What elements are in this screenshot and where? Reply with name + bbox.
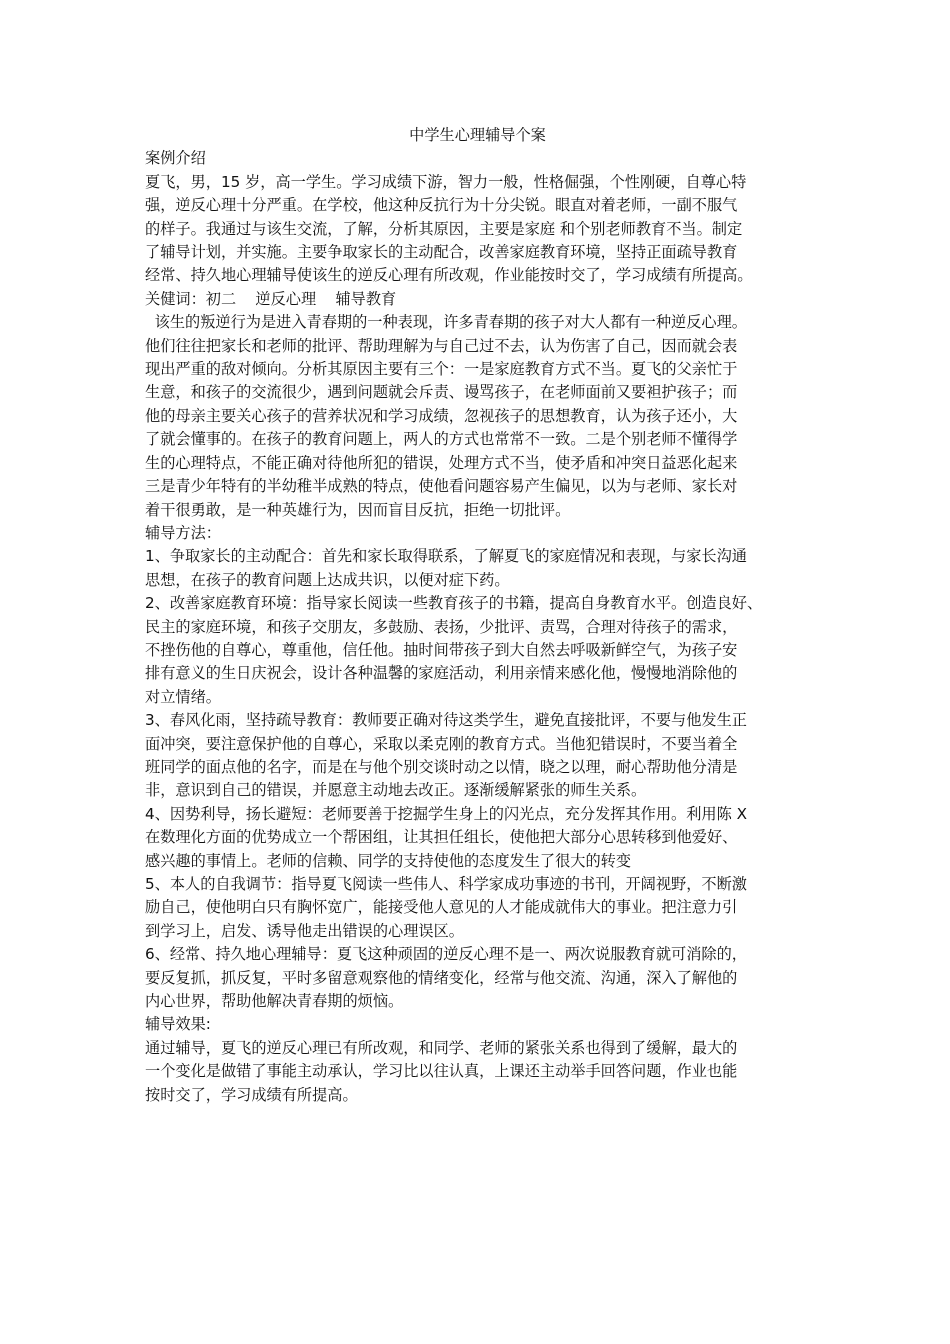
text-line: 一个变化是做错了事能主动承认，学习比以往认真，上课还主动举手回答问题，作业也能 [145,1062,738,1081]
text-line: 2、改善家庭教育环境：指导家长阅读一些教育孩子的书籍，提高自身教育水平。创造良好、 [145,594,763,613]
text-line: 4、因势利导，扬长避短：老师要善于挖掘学生身上的闪光点，充分发挥其作用。利用陈 X [145,804,748,823]
text-line: 在数理化方面的优势成立一个帮困组，让其担任组长，使他把大部分心思转移到他爱好、 [145,828,738,847]
text-line: 按时交了，学习成绩有所提高。 [145,1085,358,1104]
text-line: 辅导方法： [145,523,221,542]
text-line: 案例介绍 [145,149,206,168]
text-line: 他的母亲主要关心孩子的营养状况和学习成绩，忽视孩子的思想教育，认为孩子还小，大 [145,406,738,425]
text-line: 对立情绪。 [145,687,221,706]
text-line: 排有意义的生日庆祝会，设计各种温馨的家庭活动，利用亲情来感化他，慢慢地消除他的 [145,664,738,683]
text-line: 非，意识到自己的错误，并愿意主动地去改正。逐渐缓解紧张的师生关系。 [145,781,647,800]
text-line: 要反复抓，抓反复，平时多留意观察他的情绪变化，经常与他交流、沟通，深入了解他的 [145,968,738,987]
text-line: 班同学的面点他的名字，而是在与他个别交谈时动之以情，晓之以理，耐心帮助他分清是 [145,757,738,776]
text-line: 生意，和孩子的交流很少，遇到问题就会斥责、谩骂孩子，在老师面前又要袒护孩子；而 [145,383,738,402]
text-line: 了辅导计划，并实施。主要争取家长的主动配合，改善家庭教育环境，坚持正面疏导教育 [145,243,738,262]
text-line: 夏飞，男，15 岁，高一学生。学习成绩下游，智力一般，性格倔强，个性刚硬，自尊心特 [145,172,747,191]
text-line: 民主的家庭环境，和孩子交朋友，多鼓励、表扬，少批评、责骂，合理对待孩子的需求， [145,617,738,636]
text-line: 3、春风化雨，坚持疏导教育：教师要正确对待这类学生，避免直接批评，不要与他发生正 [145,711,747,730]
text-line: 不挫伤他的自尊心，尊重他，信任他。抽时间带孩子到大自然去呼吸新鲜空气，为孩子安 [145,640,738,659]
text-line: 内心世界，帮助他解决青春期的烦恼。 [145,992,404,1011]
text-line: 到学习上，启发、诱导他走出错误的心理误区。 [145,921,464,940]
document-title: 中学生心理辅导个案 [409,126,546,144]
text-line: 着干很勇敢，是一种英雄行为，因而盲目反抗，拒绝一切批评。 [145,500,571,519]
text-line: 关健词：初二 逆反心理 辅导教育 [145,289,397,308]
text-line: 的样子。我通过与该生交流，了解，分析其原因，主要是家庭 和个别老师教育不当。制定 [145,219,743,238]
text-line: 感兴趣的事情上。老师的信赖、同学的支持使他的态度发生了很大的转变 [145,851,631,870]
text-line: 强，逆反心理十分严重。在学校，他这种反抗行为十分尖锐。眼直对着老师，一副不服气 [145,196,738,215]
text-line: 辅导效果: [145,1015,211,1034]
text-line: 经常、持久地心理辅导使该生的逆反心理有所改观，作业能按时交了，学习成绩有所提高。 [145,266,753,285]
text-line: 面冲突，要注意保护他的自尊心，采取以柔克刚的教育方式。当他犯错误时，不要当着全 [145,734,738,753]
text-line: 通过辅导，夏飞的逆反心理已有所改观，和同学、老师的紧张关系也得到了缓解，最大的 [145,1038,738,1057]
text-line: 6、经常、持久地心理辅导：夏飞这种顽固的逆反心理不是一、两次说服教育就可消除的， [145,945,747,964]
text-line: 他们往往把家长和老师的批评、帮助理解为与自己过不去，认为伤害了自己，因而就会表 [145,336,738,355]
text-line: 三是青少年特有的半幼稚半成熟的特点，使他看问题容易产生偏见，以为与老师、家长对 [145,477,738,496]
text-line: 现出严重的敌对倾向。分析其原因主要有三个：一是家庭教育方式不当。夏飞的父亲忙于 [145,360,738,379]
text-line: 该生的叛逆行为是进入青春期的一种表现，许多青春期的孩子对大人都有一种逆反心理。 [145,313,747,332]
document-text [145,147,810,1107]
text-line: 1、争取家长的主动配合：首先和家长取得联系，了解夏飞的家庭情况和表现，与家长沟通 [145,547,747,566]
text-line: 生的心理特点，不能正确对待他所犯的错误，处理方式不当，使矛盾和冲突日益恶化起来 [145,453,738,472]
text-line: 5、本人的自我调节：指导夏飞阅读一些伟人、科学家成功事迹的书刊，开阔视野，不断激 [145,875,747,893]
text-line: 励自己，使他明白只有胸怀宽广，能接受他人意见的人才能成就伟大的事业。把注意力引 [145,898,738,917]
text-line: 思想，在孩子的教育问题上达成共识，以便对症下药。 [145,570,510,589]
text-line: 了就会懂事的。在孩子的教育问题上，两人的方式也常常不一致。二是个别老师不懂得学 [145,430,738,449]
document-body [145,124,810,1107]
